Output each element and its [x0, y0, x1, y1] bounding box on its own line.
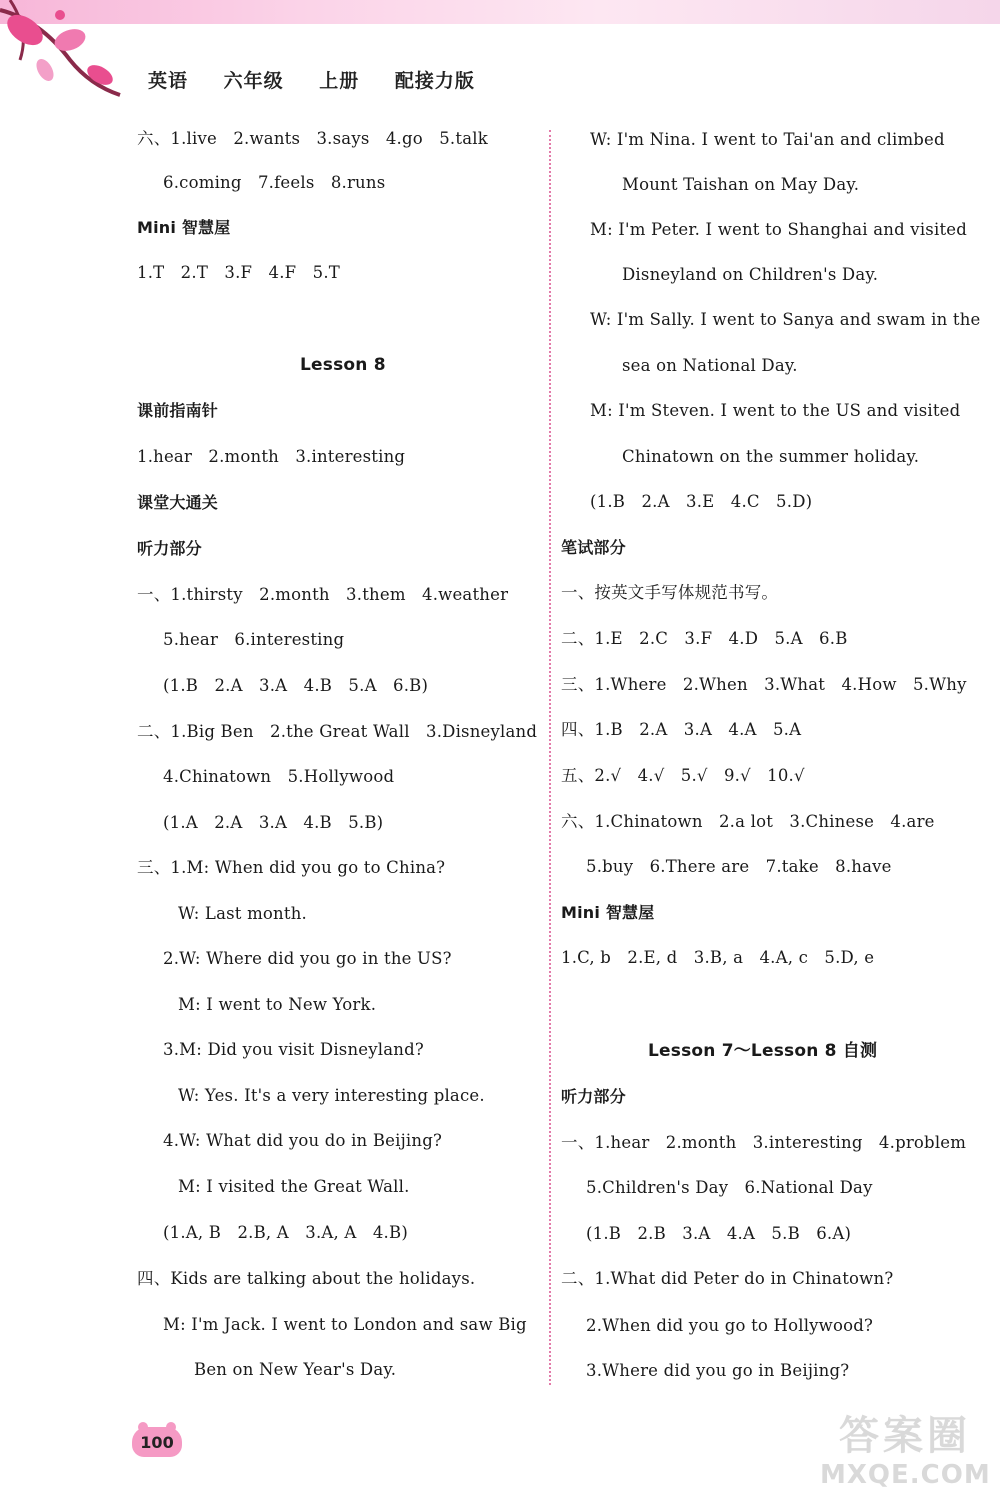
- page-header: [148, 66, 503, 93]
- right-line: sea on National Day.: [622, 356, 798, 375]
- left-line: 听力部分: [137, 539, 202, 558]
- left-line: 四、Kids are talking about the holidays.: [137, 1269, 476, 1288]
- right-line: 5.buy 6.There are 7.take 8.have: [586, 857, 892, 876]
- right-line: 1.C, b 2.E, d 3.B, a 4.A, c 5.D, e: [561, 948, 875, 967]
- left-line: Lesson 8: [300, 355, 386, 375]
- badge-ear-icon: [166, 1422, 176, 1432]
- left-line: W: Yes. It's a very interesting place.: [178, 1086, 485, 1105]
- page-number: 100: [140, 1433, 174, 1452]
- right-line: Mini 智慧屋: [561, 903, 655, 922]
- right-line: 四、1.B 2.A 3.A 4.A 5.A: [561, 720, 802, 739]
- badge-ear-icon: [138, 1422, 148, 1432]
- left-line: 三、1.M: When did you go to China?: [137, 858, 446, 877]
- left-line: 2.W: Where did you go in the US?: [163, 949, 452, 968]
- edition-label: 配接力版: [394, 70, 475, 92]
- left-line: 二、1.Big Ben 2.the Great Wall 3.Disneyland: [137, 722, 538, 741]
- right-line: 听力部分: [561, 1087, 626, 1106]
- left-line: 一、1.thirsty 2.month 3.them 4.weather: [137, 585, 509, 604]
- left-line: Mini 智慧屋: [137, 218, 231, 237]
- left-line: 六、1.live 2.wants 3.says 4.go 5.talk: [137, 129, 488, 148]
- right-line: M: I'm Steven. I went to the US and visited: [590, 401, 961, 420]
- right-line: 一、1.hear 2.month 3.interesting 4.problem: [561, 1133, 967, 1152]
- right-line: M: I'm Peter. I went to Shanghai and visited: [590, 220, 968, 239]
- watermark-logo: 答案圈: [839, 1413, 971, 1459]
- right-line: 六、1.Chinatown 2.a lot 3.Chinese 4.are: [561, 812, 935, 831]
- subject-label: 英语: [148, 70, 189, 92]
- left-line: 课前指南针: [137, 401, 219, 420]
- right-line: 笔试部分: [561, 538, 626, 557]
- left-line: (1.A 2.A 3.A 4.B 5.B): [163, 813, 384, 832]
- flower-decoration-icon: [0, 0, 140, 100]
- left-line: (1.B 2.A 3.A 4.B 5.A 6.B): [163, 676, 429, 695]
- right-line: Lesson 7～Lesson 8 自测: [648, 1041, 878, 1061]
- right-line: 5.Children's Day 6.National Day: [586, 1178, 873, 1197]
- right-line: W: I'm Sally. I went to Sanya and swam in the: [590, 310, 981, 329]
- right-line: (1.B 2.B 3.A 4.A 5.B 6.A): [586, 1224, 852, 1243]
- right-line: Disneyland on Children's Day.: [622, 265, 879, 284]
- right-line: Chinatown on the summer holiday.: [622, 447, 920, 466]
- left-line: 1.T 2.T 3.F 4.F 5.T: [137, 263, 340, 282]
- left-line: 4.Chinatown 5.Hollywood: [163, 767, 395, 786]
- right-line: 二、1.What did Peter do in Chinatown?: [561, 1269, 894, 1288]
- volume-label: 上册: [319, 70, 360, 92]
- left-line: 6.coming 7.feels 8.runs: [163, 173, 386, 192]
- right-line: 二、1.E 2.C 3.F 4.D 5.A 6.B: [561, 629, 848, 648]
- right-line: 3.Where did you go in Beijing?: [586, 1361, 850, 1380]
- page-number-badge: [132, 1427, 182, 1457]
- right-line: (1.B 2.A 3.E 4.C 5.D): [590, 492, 813, 511]
- left-line: W: Last month.: [178, 904, 307, 923]
- right-line: 五、2.√ 4.√ 5.√ 9.√ 10.√: [561, 766, 805, 785]
- right-line: W: I'm Nina. I went to Tai'an and climbed: [590, 130, 945, 149]
- right-line: 2.When did you go to Hollywood?: [586, 1316, 874, 1335]
- grade-label: 六年级: [223, 70, 284, 92]
- left-line: M: I visited the Great Wall.: [178, 1177, 410, 1196]
- left-line: 3.M: Did you visit Disneyland?: [163, 1040, 424, 1059]
- left-line: 课堂大通关: [137, 493, 219, 512]
- watermark: [820, 1412, 990, 1500]
- right-line: Mount Taishan on May Day.: [622, 175, 860, 194]
- left-line: M: I went to New York.: [178, 995, 377, 1014]
- left-line: 1.hear 2.month 3.interesting: [137, 447, 406, 466]
- header-banner: [0, 0, 1000, 24]
- right-line: 一、按英文手写体规范书写。: [561, 583, 779, 602]
- left-line: 5.hear 6.interesting: [163, 630, 345, 649]
- right-line: 三、1.Where 2.When 3.What 4.How 5.Why: [561, 675, 967, 694]
- left-line: M: I'm Jack. I went to London and saw Big: [163, 1315, 527, 1334]
- watermark-url: MXQE.COM: [820, 1460, 991, 1490]
- left-line: 4.W: What did you do in Beijing?: [163, 1131, 443, 1150]
- left-line: Ben on New Year's Day.: [194, 1360, 397, 1379]
- left-line: (1.A, B 2.B, A 3.A, A 4.B): [163, 1223, 408, 1242]
- column-divider: [549, 130, 551, 1385]
